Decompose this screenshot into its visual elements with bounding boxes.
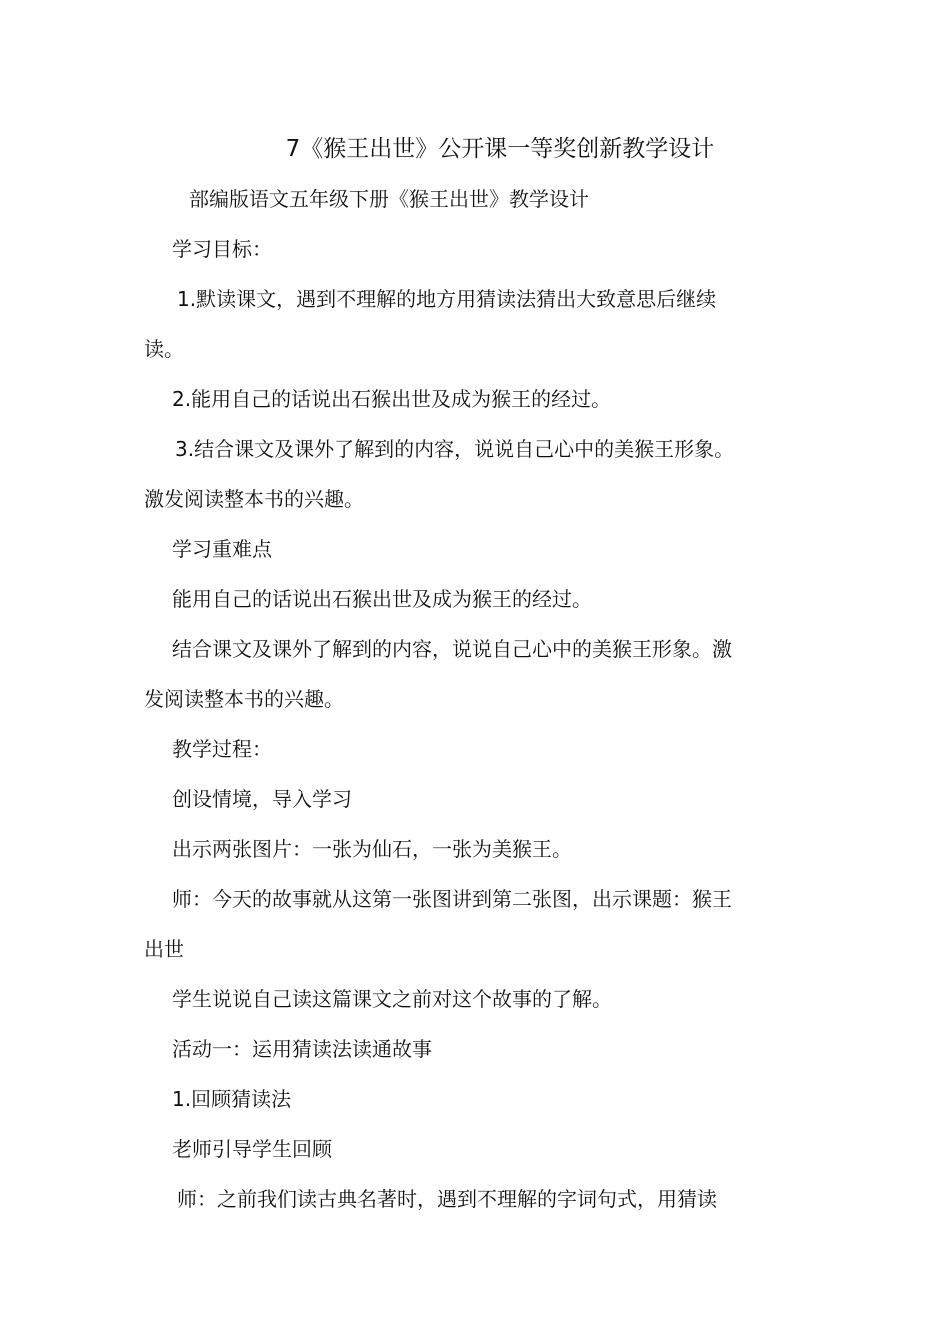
paragraph-line: 3.结合课文及课外了解到的内容，说说自己心中的美猴王形象。	[175, 437, 735, 461]
paragraph-line: 学生说说自己读这篇课文之前对这个故事的了解。	[172, 987, 612, 1011]
paragraph-line: 师：之前我们读古典名著时，遇到不理解的字词句式，用猜读	[177, 1187, 717, 1211]
paragraph-line: 能用自己的话说出石猴出世及成为猴王的经过。	[172, 587, 592, 611]
paragraph-line: 1.默读课文，遇到不理解的地方用猜读法猜出大致意思后继续	[177, 287, 717, 311]
paragraph-line: 1.回顾猜读法	[172, 1087, 292, 1111]
paragraph-line: 2.能用自己的话说出石猴出世及成为猴王的经过。	[172, 387, 612, 411]
paragraph-line: 读。	[144, 337, 184, 361]
section-heading-activity-one: 活动一：运用猜读法读通故事	[172, 1037, 432, 1061]
paragraph-line: 出示两张图片：一张为仙石，一张为美猴王。	[172, 837, 572, 861]
paragraph-line: 结合课文及课外了解到的内容，说说自己心中的美猴王形象。激	[172, 637, 732, 661]
paragraph-line: 发阅读整本书的兴趣。	[144, 687, 344, 711]
paragraph-line: 师：今天的故事就从这第一张图讲到第二张图，出示课题：猴王	[172, 887, 732, 911]
section-heading-process: 教学过程：	[172, 737, 272, 761]
section-heading-key-points: 学习重难点	[172, 537, 272, 561]
paragraph-line: 创设情境，导入学习	[172, 787, 352, 811]
paragraph-line: 出世	[144, 937, 184, 961]
paragraph-line: 老师引导学生回顾	[172, 1137, 332, 1161]
document-subtitle: 部编版语文五年级下册《猴王出世》教学设计	[189, 187, 589, 211]
paragraph-line: 激发阅读整本书的兴趣。	[144, 487, 364, 511]
section-heading-objectives: 学习目标：	[172, 237, 272, 261]
document-title: 7《猴王出世》公开课一等奖创新教学设计	[285, 136, 715, 162]
